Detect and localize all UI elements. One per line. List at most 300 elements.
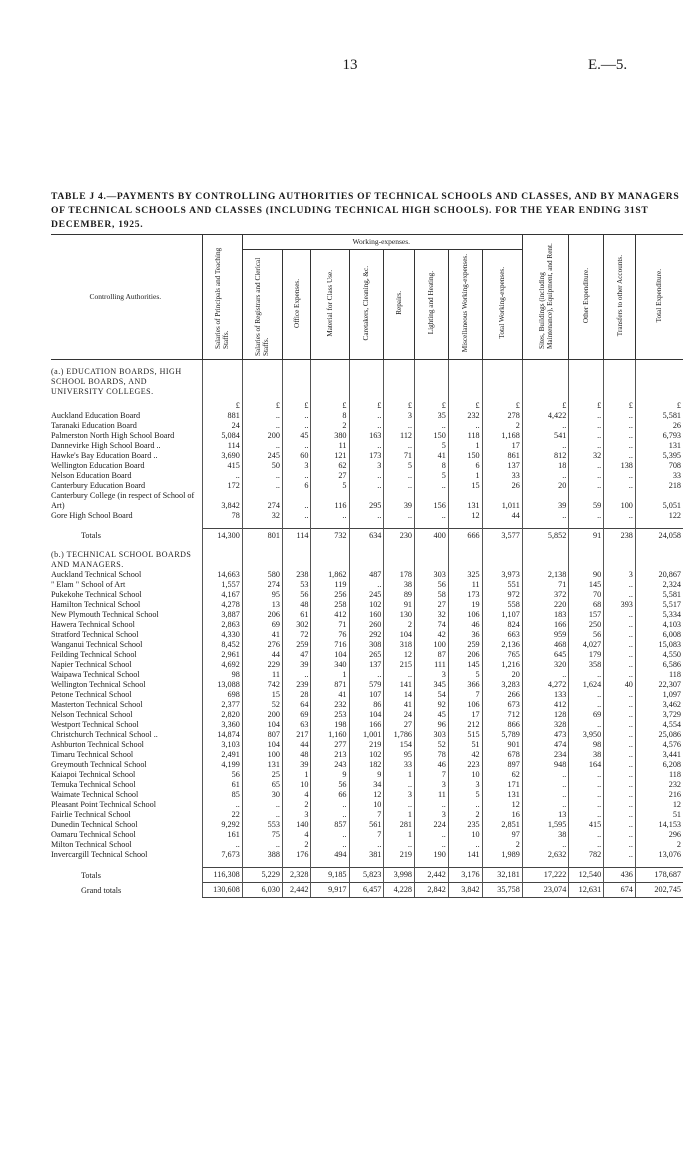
- table-cell: 64: [282, 700, 311, 710]
- table-cell: 5,517: [635, 600, 683, 610]
- table-cell: 22: [202, 810, 242, 820]
- table-cell: 2,961: [202, 650, 242, 660]
- table-cell: 137: [349, 660, 384, 670]
- table-cell: 716: [311, 640, 349, 650]
- table-cell: 897: [482, 760, 522, 770]
- table-cell: 260: [349, 620, 384, 630]
- row-label: [51, 740, 202, 750]
- table-cell: [311, 543, 349, 550]
- table-cell: 131: [482, 790, 522, 800]
- row-label: [51, 650, 202, 660]
- column-header-total-expenditure: Total Expenditure.: [635, 235, 683, 360]
- table-cell: 3: [448, 780, 482, 790]
- table-row: [51, 411, 683, 421]
- table-cell: 104: [242, 720, 282, 730]
- table-cell: £: [522, 397, 569, 411]
- table-cell: 52: [415, 740, 449, 750]
- table-cell: 13: [522, 810, 569, 820]
- table-cell: 11: [415, 790, 449, 800]
- table-cell: [569, 360, 604, 368]
- table-cell: 160: [349, 610, 384, 620]
- grand-totals-row: [51, 883, 683, 898]
- table-cell: ..: [242, 441, 282, 451]
- table-cell: [311, 367, 349, 397]
- table-cell: 183: [522, 610, 569, 620]
- table-cell: [202, 543, 242, 550]
- table-cell: [242, 521, 282, 529]
- table-cell: 1: [384, 830, 415, 840]
- row-label-text: Dannevirke High School Board ..: [51, 441, 161, 450]
- table-title: TABLE J 4.—PAYMENTS BY CONTROLLING AUTHORITIES OF TECHNICAL SCHOOLS AND CLASSES, AND BY MANAGERS OF TECHNICAL SCHOOLS AND CLASSES (INCLUDING TECHNICAL HIGH SCHOOLS). FOR THE YEAR ENDING 31ST DECEMBER, 1925.: [51, 191, 680, 230]
- column-header-sites-buildings: Sites, Buildings (including Maintenance), Equipment, and Rent.: [522, 235, 569, 360]
- table-cell: 1,001: [349, 730, 384, 740]
- table-cell: 44: [282, 740, 311, 750]
- table-cell: [415, 860, 449, 868]
- table-cell: 161: [202, 830, 242, 840]
- table-cell: £: [311, 397, 349, 411]
- table-cell: 141: [384, 680, 415, 690]
- table-cell: [415, 521, 449, 529]
- table-cell: 131: [635, 441, 683, 451]
- table-cell: ..: [604, 800, 636, 810]
- table-cell: [202, 550, 242, 570]
- table-cell: [282, 360, 311, 368]
- table-cell: 1: [384, 810, 415, 820]
- table-cell: 3: [384, 411, 415, 421]
- table-cell: [635, 860, 683, 868]
- row-label: [51, 810, 202, 820]
- row-label: [51, 780, 202, 790]
- row-label-text: Grand totals: [81, 885, 122, 895]
- row-label: [51, 690, 202, 700]
- table-cell: ..: [604, 421, 636, 431]
- table-cell: 8: [311, 411, 349, 421]
- row-label-text: Canterbury College (in respect of School of Art): [51, 491, 195, 510]
- table-cell: [202, 367, 242, 397]
- table-cell: [448, 860, 482, 868]
- table-cell: 219: [349, 740, 384, 750]
- table-cell: ..: [569, 800, 604, 810]
- table-cell: ..: [349, 511, 384, 521]
- table-cell: ..: [448, 421, 482, 431]
- table-cell: ..: [311, 511, 349, 521]
- table-cell: 27: [311, 471, 349, 481]
- table-cell: 393: [604, 600, 636, 610]
- row-label-text: Pleasant Point Technical School: [51, 800, 157, 809]
- table-cell: 3,462: [635, 700, 683, 710]
- column-header-teaching-salaries: Salaries of Principals and Teaching Staffs.: [202, 235, 242, 360]
- table-cell: 901: [482, 740, 522, 750]
- table-cell: 245: [242, 451, 282, 461]
- row-label: [51, 640, 202, 650]
- table-cell: [569, 860, 604, 868]
- table-row: [51, 800, 683, 810]
- table-cell: 10: [448, 830, 482, 840]
- table-cell: 232: [448, 411, 482, 421]
- table-cell: 9,917: [311, 883, 349, 898]
- table-cell: 131: [242, 760, 282, 770]
- row-label-text: Wellington Technical School: [51, 680, 146, 689]
- row-label: [51, 883, 202, 898]
- table-cell: 51: [635, 810, 683, 820]
- table-cell: 173: [349, 451, 384, 461]
- table-cell: [522, 550, 569, 570]
- table-cell: 71: [384, 451, 415, 461]
- table-cell: ..: [384, 441, 415, 451]
- table-cell: 6,008: [635, 630, 683, 640]
- table-cell: ..: [522, 511, 569, 521]
- table-cell: 107: [349, 690, 384, 700]
- table-row: [51, 590, 683, 600]
- table-cell: 561: [349, 820, 384, 830]
- table-cell: [282, 543, 311, 550]
- table-cell: ..: [604, 451, 636, 461]
- table-cell: ..: [202, 800, 242, 810]
- table-cell: 13,076: [635, 850, 683, 860]
- table-cell: 69: [242, 620, 282, 630]
- table-cell: [415, 360, 449, 368]
- table-cell: 100: [242, 750, 282, 760]
- column-header-other-expenditure: Other Expenditure.: [569, 235, 604, 360]
- table-cell: 39: [282, 660, 311, 670]
- table-cell: ..: [604, 650, 636, 660]
- table-cell: 212: [448, 720, 482, 730]
- table-cell: 9,292: [202, 820, 242, 830]
- table-cell: ..: [569, 481, 604, 491]
- column-group-working-expenses: Working-expenses.: [242, 235, 522, 250]
- table-cell: 10: [349, 800, 384, 810]
- table-cell: 256: [311, 590, 349, 600]
- table-cell: 206: [242, 610, 282, 620]
- table-cell: ..: [282, 491, 311, 511]
- table-cell: 100: [415, 640, 449, 650]
- row-label: [51, 580, 202, 590]
- table-cell: 46: [415, 760, 449, 770]
- row-label: [51, 570, 202, 580]
- table-cell: 12: [349, 790, 384, 800]
- table-cell: 8: [415, 461, 449, 471]
- table-cell: 131: [448, 491, 482, 511]
- table-cell: 1,216: [482, 660, 522, 670]
- table-cell: 5,823: [349, 868, 384, 883]
- table-cell: ..: [604, 670, 636, 680]
- table-cell: 20,867: [635, 570, 683, 580]
- row-label: [51, 840, 202, 850]
- table-cell: [202, 521, 242, 529]
- table-cell: 32,181: [482, 868, 522, 883]
- table-cell: 163: [349, 431, 384, 441]
- table-cell: ..: [604, 690, 636, 700]
- table-cell: 32: [415, 610, 449, 620]
- table-cell: ..: [522, 471, 569, 481]
- table-cell: 5: [415, 471, 449, 481]
- table-cell: 948: [522, 760, 569, 770]
- table-cell: [604, 543, 636, 550]
- table-cell: 59: [569, 491, 604, 511]
- table-cell: 98: [202, 670, 242, 680]
- table-cell: [604, 550, 636, 570]
- column-header-total-working: Total Working-expenses.: [482, 250, 522, 360]
- table-cell: 106: [448, 610, 482, 620]
- table-cell: 388: [242, 850, 282, 860]
- table-cell: 303: [415, 730, 449, 740]
- table-cell: [282, 367, 311, 397]
- spacer-row: [51, 360, 683, 368]
- table-cell: ..: [415, 840, 449, 850]
- table-cell: 32: [569, 451, 604, 461]
- table-cell: ..: [349, 441, 384, 451]
- table-cell: 4,554: [635, 720, 683, 730]
- table-cell: [482, 543, 522, 550]
- table-cell: 69: [569, 710, 604, 720]
- table-row: [51, 720, 683, 730]
- row-label-text: " Elam " School of Art: [51, 580, 126, 589]
- table-cell: ..: [604, 770, 636, 780]
- table-cell: 154: [384, 740, 415, 750]
- row-label: [51, 529, 202, 544]
- row-label: [51, 600, 202, 610]
- table-cell: 166: [522, 620, 569, 630]
- table-cell: £: [384, 397, 415, 411]
- table-cell: 76: [311, 630, 349, 640]
- table-cell: 150: [448, 451, 482, 461]
- table-cell: ..: [522, 800, 569, 810]
- table-cell: 5,084: [202, 431, 242, 441]
- table-cell: 90: [569, 570, 604, 580]
- table-cell: 190: [415, 850, 449, 860]
- table-cell: 674: [604, 883, 636, 898]
- table-cell: 24: [202, 421, 242, 431]
- table-cell: ..: [569, 670, 604, 680]
- table-row: [51, 630, 683, 640]
- table-cell: 178: [384, 570, 415, 580]
- table-cell: 4,422: [522, 411, 569, 421]
- table-cell: 12: [448, 511, 482, 521]
- table-cell: 302: [282, 620, 311, 630]
- row-label-text: (b.) TECHNICAL SCHOOL BOARDS AND MANAGERS.: [51, 550, 192, 569]
- table-cell: 3,950: [569, 730, 604, 740]
- row-label-text: Canterbury Education Board: [51, 481, 146, 490]
- table-cell: 2,820: [202, 710, 242, 720]
- section-heading-a: [51, 367, 683, 397]
- table-row: [51, 660, 683, 670]
- table-cell: ..: [349, 481, 384, 491]
- table-cell: 5: [384, 461, 415, 471]
- table-row: [51, 790, 683, 800]
- table-cell: [415, 550, 449, 570]
- table-cell: [349, 543, 384, 550]
- table-cell: [522, 543, 569, 550]
- table-cell: 12,631: [569, 883, 604, 898]
- table-cell: ..: [569, 720, 604, 730]
- table-cell: 5,852: [522, 529, 569, 544]
- table-cell: 645: [522, 650, 569, 660]
- table-cell: ..: [604, 511, 636, 521]
- spacer-row: [51, 521, 683, 529]
- table-cell: 812: [522, 451, 569, 461]
- table-row: [51, 620, 683, 630]
- row-label: [51, 820, 202, 830]
- row-label: [51, 730, 202, 740]
- table-cell: 91: [384, 600, 415, 610]
- table-cell: 27: [384, 720, 415, 730]
- table-cell: £: [349, 397, 384, 411]
- table-cell: 3: [604, 570, 636, 580]
- table-cell: 15: [242, 690, 282, 700]
- table-cell: £: [448, 397, 482, 411]
- table-cell: ..: [311, 810, 349, 820]
- table-cell: 116,308: [202, 868, 242, 883]
- table-cell: ..: [604, 710, 636, 720]
- table-cell: ..: [569, 690, 604, 700]
- table-cell: 1,011: [482, 491, 522, 511]
- table-cell: 494: [311, 850, 349, 860]
- table-cell: 5,581: [635, 590, 683, 600]
- row-label: [51, 800, 202, 810]
- table-cell: [482, 860, 522, 868]
- table-cell: [569, 543, 604, 550]
- table-cell: 41: [384, 700, 415, 710]
- table-cell: 381: [349, 850, 384, 860]
- table-cell: 2,136: [482, 640, 522, 650]
- table-cell: ..: [522, 770, 569, 780]
- table-cell: 230: [384, 529, 415, 544]
- table-cell: 51: [448, 740, 482, 750]
- table-cell: ..: [242, 471, 282, 481]
- table-cell: 14,153: [635, 820, 683, 830]
- table-cell: 46: [448, 620, 482, 630]
- table-cell: £: [202, 397, 242, 411]
- row-label-text: Invercargill Technical School: [51, 850, 148, 859]
- table-cell: 2,328: [282, 868, 311, 883]
- table-cell: 2: [448, 810, 482, 820]
- table-cell: 2,863: [202, 620, 242, 630]
- table-cell: [202, 360, 242, 368]
- table-cell: ..: [569, 700, 604, 710]
- table-cell: ..: [569, 840, 604, 850]
- table-cell: 5,051: [635, 491, 683, 511]
- section-heading-b: [51, 550, 683, 570]
- table-cell: 4,167: [202, 590, 242, 600]
- table-cell: 663: [482, 630, 522, 640]
- table-cell: 62: [311, 461, 349, 471]
- row-label: [51, 521, 202, 529]
- table-cell: 708: [635, 461, 683, 471]
- column-header-clerical-salaries: Salaries of Registrars and Clerical Staffs.: [242, 250, 282, 360]
- table-cell: ..: [569, 511, 604, 521]
- table-cell: 176: [282, 850, 311, 860]
- table-cell: 118: [448, 431, 482, 441]
- row-label-text: Wellington Education Board: [51, 461, 145, 470]
- table-cell: 318: [384, 640, 415, 650]
- table-cell: [242, 543, 282, 550]
- table-cell: ..: [384, 670, 415, 680]
- table-cell: 742: [242, 680, 282, 690]
- table-cell: 861: [482, 451, 522, 461]
- table-cell: 14,874: [202, 730, 242, 740]
- table-cell: 56: [282, 590, 311, 600]
- table-cell: [482, 550, 522, 570]
- table-cell: 220: [522, 600, 569, 610]
- row-label: [51, 860, 202, 868]
- table-cell: 92: [415, 700, 449, 710]
- table-cell: [604, 521, 636, 529]
- table-cell: ..: [569, 441, 604, 451]
- table-cell: 253: [311, 710, 349, 720]
- table-row: [51, 730, 683, 740]
- table-cell: ..: [569, 461, 604, 471]
- table-cell: 4,278: [202, 600, 242, 610]
- table-cell: 3,887: [202, 610, 242, 620]
- table-cell: 558: [482, 600, 522, 610]
- table-cell: 541: [522, 431, 569, 441]
- table-cell: ..: [569, 780, 604, 790]
- table-cell: ..: [569, 790, 604, 800]
- table-cell: [242, 550, 282, 570]
- table-cell: 128: [522, 710, 569, 720]
- table-cell: ..: [384, 840, 415, 850]
- table-cell: 26: [635, 421, 683, 431]
- table-cell: 112: [384, 431, 415, 441]
- table-cell: 42: [448, 750, 482, 760]
- table-cell: 4,576: [635, 740, 683, 750]
- table-cell: 173: [448, 590, 482, 600]
- column-header-repairs: Repairs.: [384, 250, 415, 360]
- table-cell: 111: [415, 660, 449, 670]
- table-cell: 68: [569, 600, 604, 610]
- table-cell: [282, 860, 311, 868]
- row-label-text: Temuka Technical School: [51, 780, 136, 789]
- table-cell: ..: [415, 511, 449, 521]
- table-cell: 7: [448, 690, 482, 700]
- table-cell: 18: [522, 461, 569, 471]
- table-cell: 340: [311, 660, 349, 670]
- table-cell: 801: [242, 529, 282, 544]
- table-cell: 39: [282, 760, 311, 770]
- table-cell: ..: [415, 481, 449, 491]
- table-cell: 579: [349, 680, 384, 690]
- table-cell: ..: [384, 421, 415, 431]
- row-label: [51, 720, 202, 730]
- table-cell: ..: [242, 840, 282, 850]
- table-cell: 698: [202, 690, 242, 700]
- table-cell: 45: [282, 431, 311, 441]
- table-cell: [448, 521, 482, 529]
- table-cell: [384, 367, 415, 397]
- table-cell: 959: [522, 630, 569, 640]
- table-cell: 25: [242, 770, 282, 780]
- table-cell: [635, 543, 683, 550]
- table-cell: 3: [384, 790, 415, 800]
- table-cell: 1: [311, 670, 349, 680]
- table-cell: 2,851: [482, 820, 522, 830]
- table-cell: 3,690: [202, 451, 242, 461]
- table-cell: ..: [311, 800, 349, 810]
- table-cell: 9: [311, 770, 349, 780]
- table-cell: 3,729: [635, 710, 683, 720]
- table-cell: ..: [415, 800, 449, 810]
- table-cell: 6,208: [635, 760, 683, 770]
- table-cell: 1,862: [311, 570, 349, 580]
- row-label-text: Greymouth Technical School: [51, 760, 147, 769]
- table-cell: 5,581: [635, 411, 683, 421]
- row-label-text: Nelson Technical School: [51, 710, 133, 719]
- table-cell: 3,998: [384, 868, 415, 883]
- table-cell: 5,229: [242, 868, 282, 883]
- table-cell: 1,624: [569, 680, 604, 690]
- row-label: [51, 630, 202, 640]
- table-cell: 19: [448, 600, 482, 610]
